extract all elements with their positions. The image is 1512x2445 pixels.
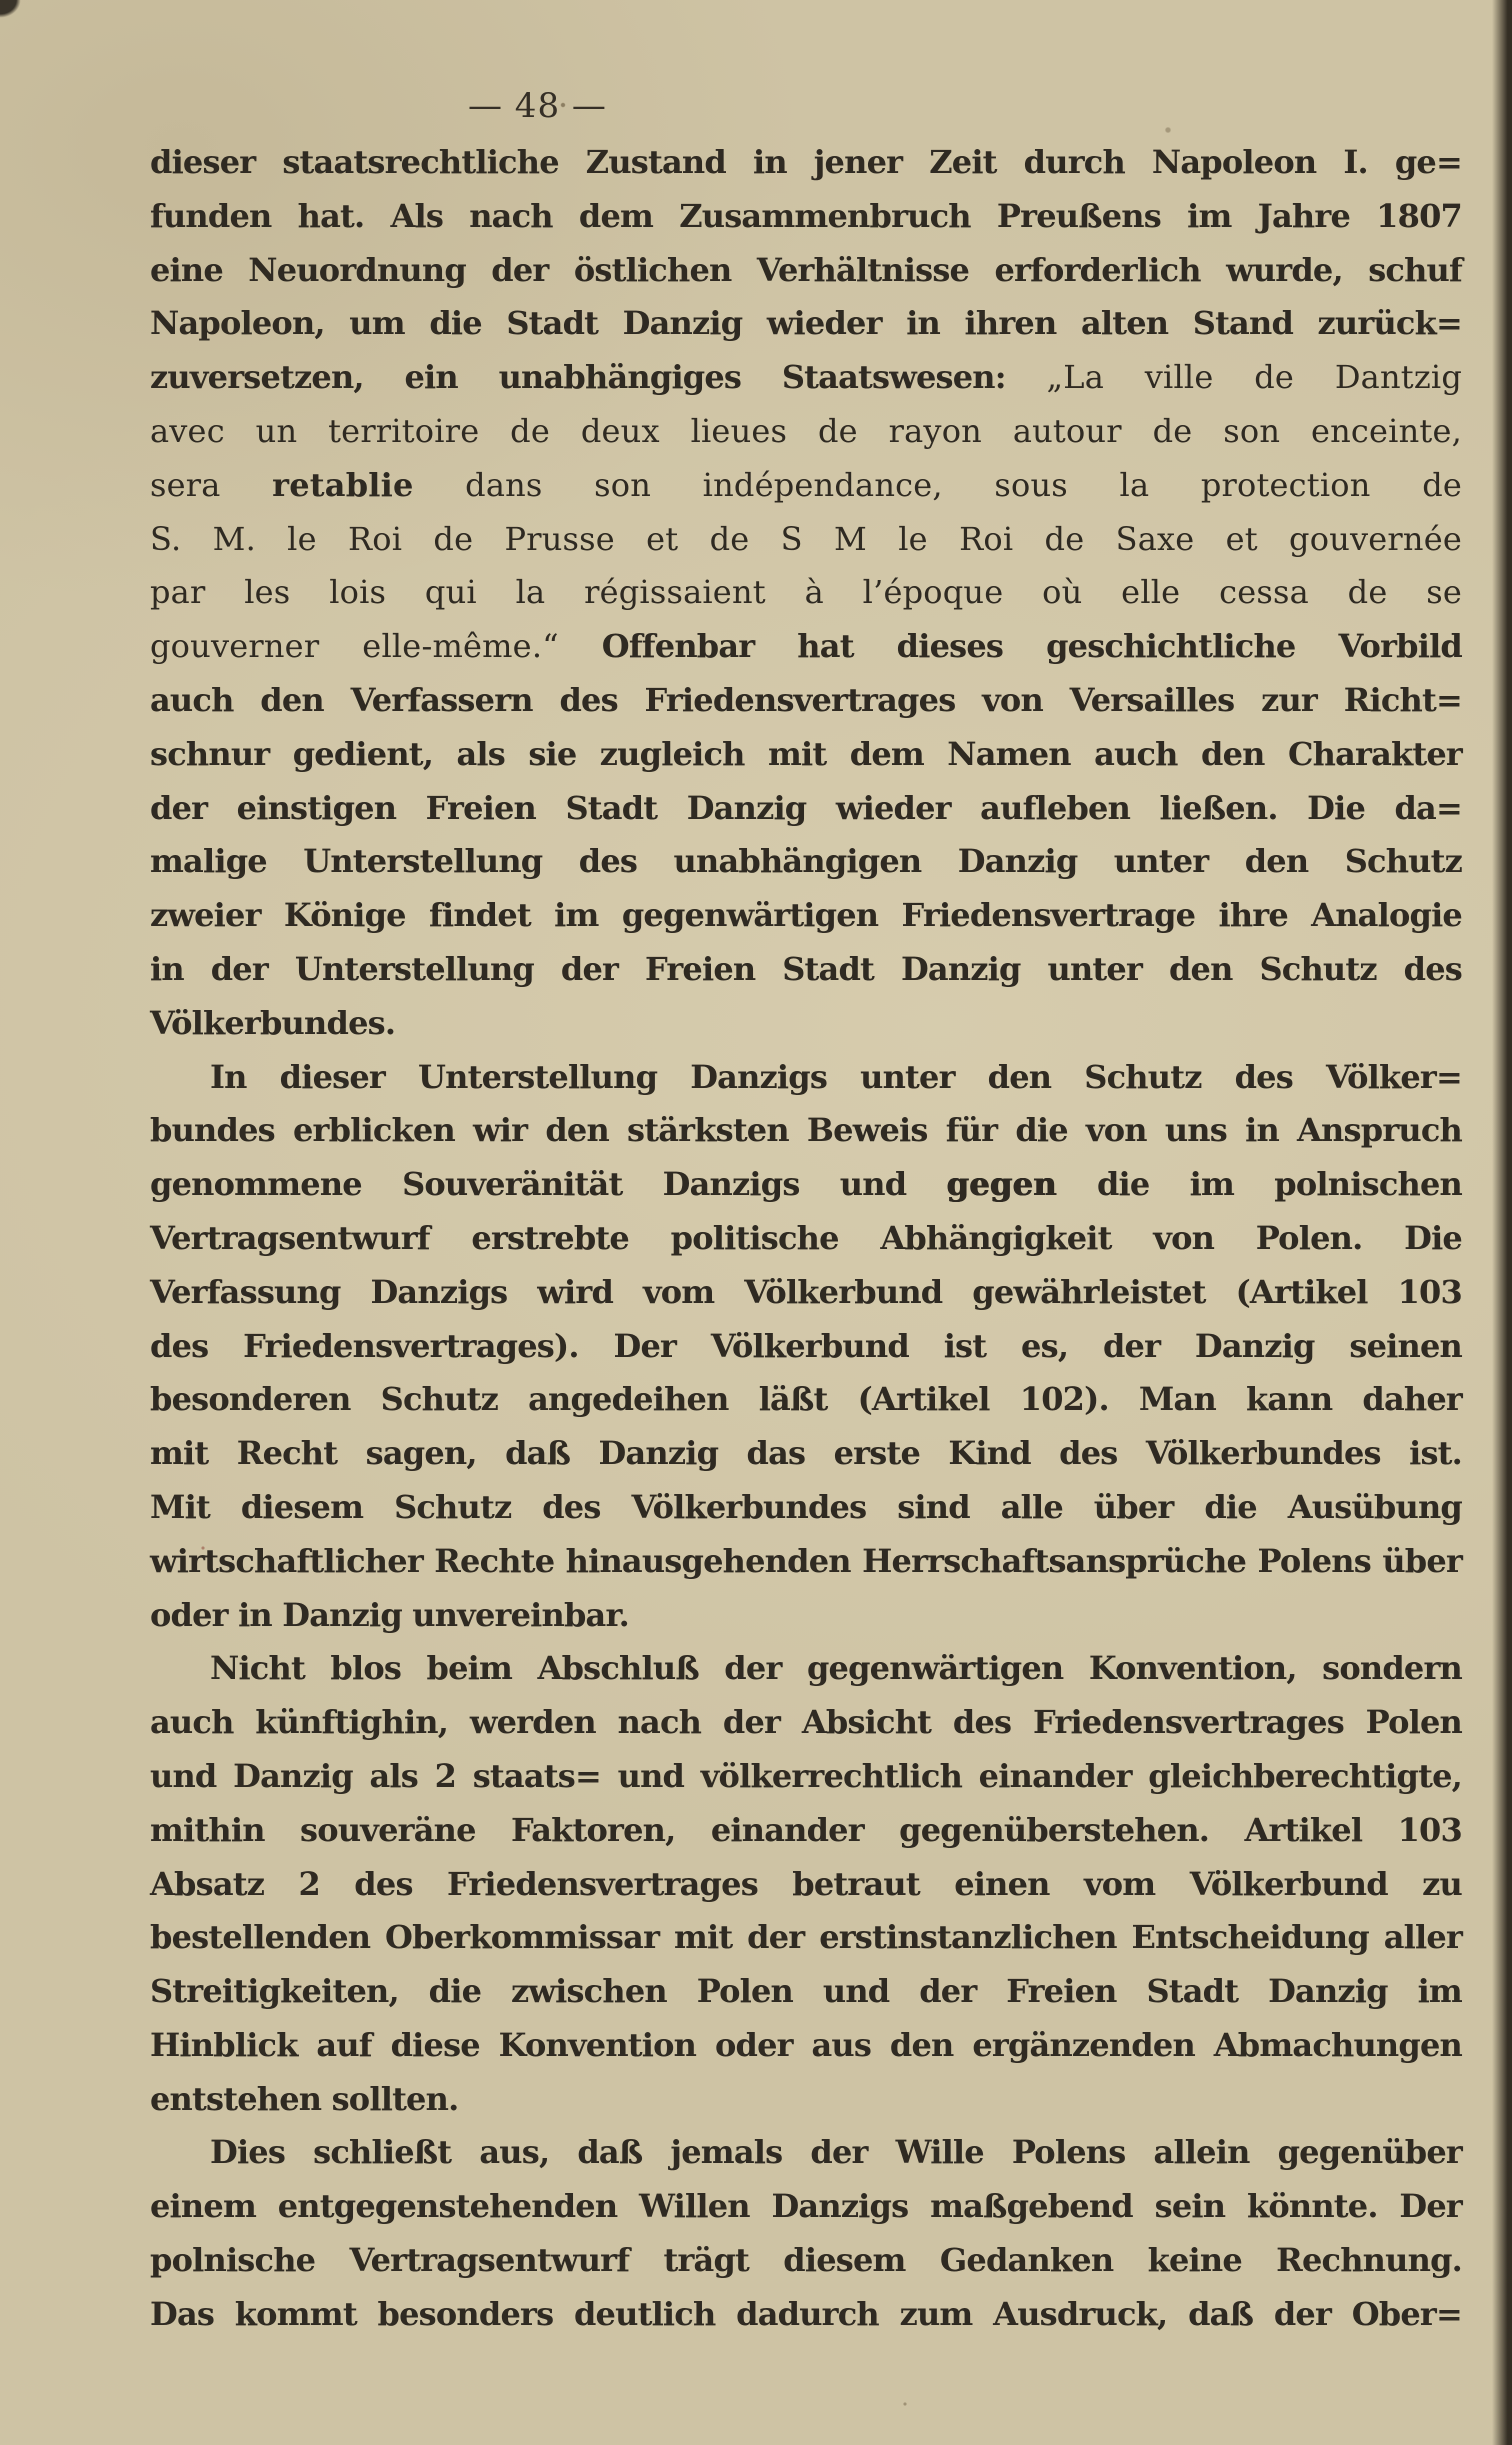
text-segment: Offenbar hat dieses geschichtliche Vorbild: [601, 627, 1462, 666]
text-segment: Mit diesem Schutz des Völkerbundes sind alle über die Ausübung: [150, 1487, 1462, 1526]
text-segment: sera: [150, 465, 273, 504]
page-edge-shadow: [1492, 0, 1512, 2445]
text-line: [150, 1911, 1462, 1965]
text-line: [150, 459, 1462, 513]
text-line: [150, 674, 1462, 728]
text-segment: gouverner elle-même.“: [150, 627, 602, 666]
text-line: [150, 782, 1462, 836]
text-segment: Nicht blos beim Abschluß der gegenwärtigen Konvention, sondern: [210, 1649, 1462, 1688]
text-segment: der einstigen Freien Stadt Danzig wieder aufleben ließen. Die da=: [150, 788, 1462, 827]
text-line: [150, 1535, 1462, 1589]
text-line: [150, 728, 1462, 782]
text-line: [150, 1642, 1462, 1696]
text-segment: malige Unterstellung des unabhängigen Danzig unter den Schutz: [150, 842, 1462, 881]
text-segment: S. M. le Roi de Prusse et de S M le Roi de Saxe et gouvernée: [150, 519, 1462, 558]
text-segment: gegen: [946, 1165, 1057, 1204]
text-line: [150, 943, 1462, 997]
text-line: [150, 244, 1462, 298]
text-line: [150, 1320, 1462, 1374]
text-segment: entstehen sollten.: [150, 2079, 459, 2118]
text-line: [150, 136, 1462, 190]
text-line: [150, 1051, 1462, 1105]
text-line: [150, 405, 1462, 459]
text-segment: In dieser Unterstellung Danzigs unter den Schutz des Völker=: [210, 1057, 1462, 1096]
text-segment: zuversetzen, ein unabhängiges Staatswesen:: [150, 358, 1047, 397]
text-line: [150, 513, 1462, 567]
text-line: [150, 1373, 1462, 1427]
text-line: [150, 1965, 1462, 2019]
text-line: [150, 835, 1462, 889]
text-segment: wirtschaftlicher Rechte hinausgehenden Herrschaftsansprüche Polens über: [150, 1541, 1462, 1580]
text-segment: Napoleon, um die Stadt Danzig wieder in ihren alten Stand zurück=: [150, 304, 1462, 343]
text-line: [150, 190, 1462, 244]
text-segment: mit Recht sagen, daß Danzig das erste Kind des Völkerbundes ist.: [150, 1434, 1462, 1473]
text-segment: Streitigkeiten, die zwischen Polen und der Freien Stadt Danzig im: [150, 1972, 1462, 2011]
text-segment: zweier Könige findet im gegenwärtigen Friedensvertrage ihre Analogie: [150, 896, 1462, 935]
text-segment: avec un territoire de deux lieues de rayon autour de son enceinte,: [150, 411, 1462, 450]
text-line: [150, 2180, 1462, 2234]
text-segment: par les lois qui la régissaient à l’époque où elle cessa de se: [150, 573, 1462, 612]
text-segment: funden hat. Als nach dem Zusammenbruch Preußens im Jahre 1807: [150, 196, 1462, 235]
text-line: [150, 1696, 1462, 1750]
text-line: [150, 1427, 1462, 1481]
text-line: [150, 1481, 1462, 1535]
text-line: [150, 2234, 1462, 2288]
text-segment: bundes erblicken wir den stärksten Beweis für die von uns in Anspruch: [150, 1111, 1462, 1150]
text-segment: schnur gedient, als sie zugleich mit dem Namen auch den Charakter: [150, 734, 1462, 773]
scan-corner-artifact: [0, 0, 28, 24]
text-line: [150, 620, 1462, 674]
text-line: [150, 2288, 1462, 2342]
text-segment: Absatz 2 des Friedensvertrages betraut einen vom Völkerbund zu: [150, 1864, 1462, 1903]
text-line: [150, 2073, 1462, 2127]
text-segment: die im polnischen: [1056, 1165, 1462, 1204]
text-line: [150, 2019, 1462, 2073]
text-segment: besonderen Schutz angedeihen läßt (Artikel 102). Man kann daher: [150, 1380, 1462, 1419]
page-number: — 48 —: [468, 86, 607, 126]
text-line: [150, 997, 1462, 1051]
text-line: [150, 1804, 1462, 1858]
text-line: [150, 2126, 1462, 2180]
text-segment: in der Unterstellung der Freien Stadt Danzig unter den Schutz des: [150, 949, 1462, 988]
text-line: [150, 889, 1462, 943]
text-line: [150, 566, 1462, 620]
text-segment: bestellenden Oberkommissar mit der erstinstanzlichen Entscheidung aller: [150, 1918, 1462, 1957]
text-line: [150, 1750, 1462, 1804]
text-line: [150, 1858, 1462, 1912]
text-segment: Verfassung Danzigs wird vom Völkerbund gewährleistet (Artikel 103: [150, 1272, 1462, 1311]
text-segment: Hinblick auf diese Konvention oder aus den ergänzenden Abmachungen: [150, 2025, 1462, 2064]
text-segment: auch den Verfassern des Friedensvertrages von Versailles zur Richt=: [150, 680, 1462, 719]
text-segment: „La ville de Dantzig: [1046, 358, 1462, 397]
text-segment: Das kommt besonders deutlich dadurch zum Ausdruck, daß der Ober=: [150, 2294, 1462, 2333]
text-segment: eine Neuordnung der östlichen Verhältnisse erforderlich wurde, schuf: [150, 250, 1462, 289]
text-line: [150, 1104, 1462, 1158]
text-line: [150, 1158, 1462, 1212]
text-segment: dieser staatsrechtliche Zustand in jener Zeit durch Napoleon I. ge=: [150, 143, 1462, 181]
text-segment: Dies schließt aus, daß jemals der Wille Polens allein gegenüber: [210, 2133, 1462, 2172]
text-segment: dans son indépendance, sous la protection de: [413, 465, 1463, 504]
text-segment: retablie: [272, 465, 414, 504]
text-segment: oder in Danzig unvereinbar.: [150, 1595, 629, 1634]
text-segment: Vertragsentwurf erstrebte politische Abhängigkeit von Polen. Die: [150, 1218, 1462, 1257]
text-segment: mithin souveräne Faktoren, einander gegenüberstehen. Artikel 103: [150, 1810, 1462, 1849]
text-line: [150, 297, 1462, 351]
text-segment: des Friedensvertrages). Der Völkerbund ist es, der Danzig seinen: [150, 1326, 1462, 1365]
text-line: [150, 1212, 1462, 1266]
text-segment: Völkerbundes.: [150, 1003, 396, 1042]
page-body: [150, 136, 1462, 2342]
text-segment: einem entgegenstehenden Willen Danzigs maßgebend sein könnte. Der: [150, 2187, 1462, 2226]
text-segment: genommene Souveränität Danzigs und: [150, 1165, 947, 1204]
text-line: [150, 1589, 1462, 1643]
text-line: [150, 351, 1462, 405]
text-line: [150, 1266, 1462, 1320]
text-segment: auch künftighin, werden nach der Absicht des Friedensvertrages Polen: [150, 1703, 1462, 1742]
text-segment: und Danzig als 2 staats= und völkerrechtlich einander gleichberechtigte,: [150, 1756, 1462, 1795]
text-segment: polnische Vertragsentwurf trägt diesem Gedanken keine Rechnung.: [150, 2241, 1462, 2280]
